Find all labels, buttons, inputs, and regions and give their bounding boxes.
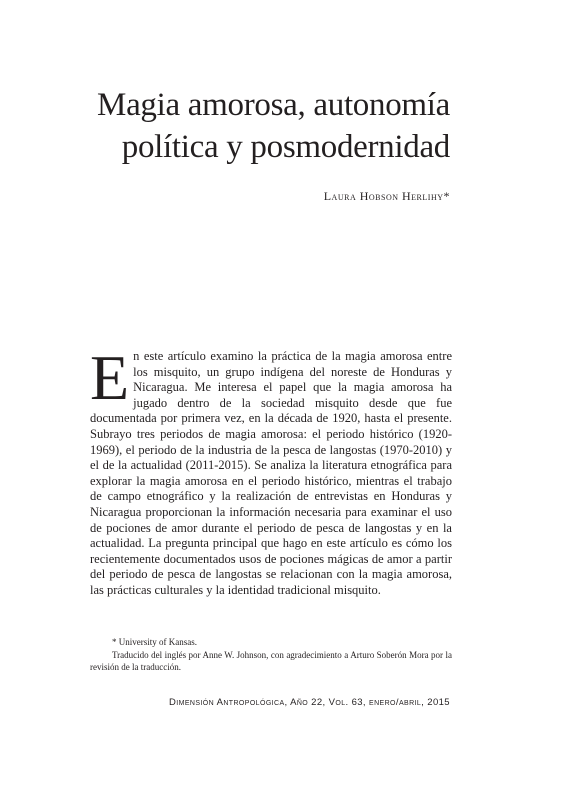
footnote-affiliation: * University of Kansas. [112, 637, 197, 647]
article-title [70, 84, 450, 168]
footnote-translation: Traducido del inglés por Anne W. Johnson, con agradecimiento a Arturo Soberón Mora por la revisión de la traducción. [90, 649, 452, 672]
abstract-paragraph [90, 342, 452, 599]
abstract-text: n este artículo examino la práctica de la magia amorosa entre los misquito, un grupo indígena del noreste de Honduras y Nicaragua. Me interesa el papel que la magia amorosa ha jugado dentro de la sociedad misquito desde que fue documentada por primera vez, en la década de 1920, hasta el presente. Subrayo tres periodos de magia amorosa: el periodo histórico (1920-1969), el periodo de la industria de la pesca de langostas (1970-2010) y el de la actualidad (2011-2015). Se analiza la literatura etnográfica para explorar la magia amorosa en el periodo histórico, mientras el trabajo de campo etnográfico y la realización de entrevistas en Honduras y Nicaragua proporcionan la información necesaria para examinar el uso de pociones de amor durante el periodo de pesca de langostas y en la actualidad. La pregunta principal que hago en este artículo es cómo los recientemente documentados usos de pociones mágicas de amor a partir del periodo de pesca de langostas se relacionan con la magia amorosa, las prácticas culturales y la identidad tradicional misquito. [90, 349, 452, 597]
footnotes [90, 636, 452, 674]
author-name: Laura Hobson Herlihy* [323, 189, 450, 203]
article-title-line-1: Magia amorosa, autonomía [97, 87, 450, 123]
journal-citation-footer: Dimensión Antropológica, Año 22, Vol. 63, enero/abril, 2015 [169, 697, 450, 708]
drop-cap: E [90, 342, 130, 413]
article-title-line-2: política y posmodernidad [121, 129, 450, 165]
